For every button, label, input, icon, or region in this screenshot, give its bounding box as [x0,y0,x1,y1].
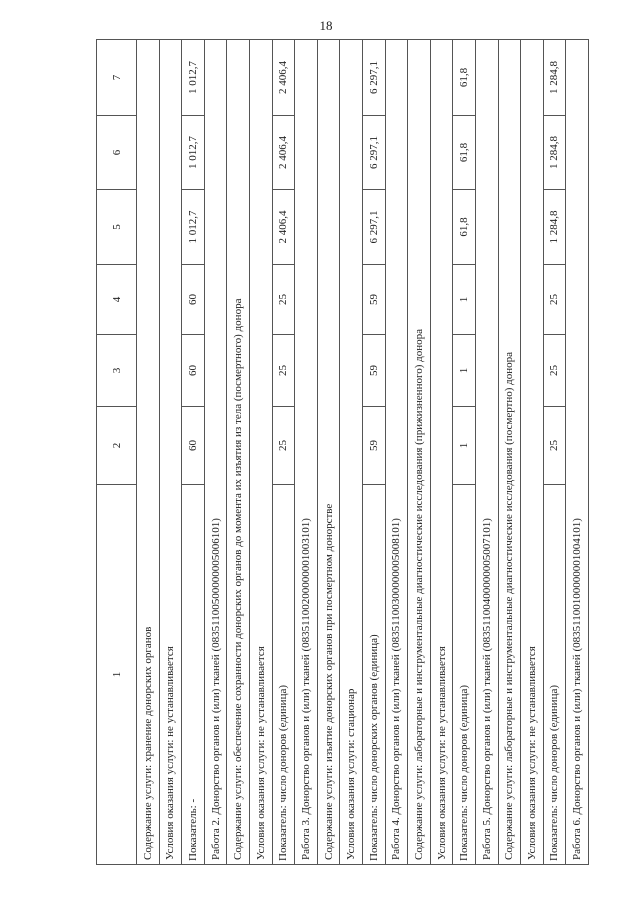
table-row [182,40,205,865]
value-cell: 1 012,7 [182,40,205,116]
value-cell: 2 406,4 [272,190,295,265]
section-text: Содержание услуги: лабораторные и инструментальные диагностические исследования (прижизненного) донора [408,40,431,865]
page-number: 18 [319,18,333,33]
value-cell: 61,8 [453,190,476,265]
value-cell: 60 [182,265,205,335]
value-cell: 6 297,1 [362,116,385,190]
value-cell: 1 284,8 [543,40,566,116]
header-cell-6: 6 [97,116,137,190]
value-cell: 1 [453,407,476,485]
section-text: Условия оказания услуги: не устанавливается [430,40,453,865]
value-cell: 60 [182,335,205,407]
section-row [317,40,340,865]
value-cell: 1 012,7 [182,116,205,190]
value-cell: 6 297,1 [362,40,385,116]
header-cell-2: 2 [97,407,137,485]
value-cell: 2 406,4 [272,40,295,116]
indicator-label: Показатель: число доноров (единица) [453,485,476,865]
value-cell: 1 [453,335,476,407]
table-row [543,40,566,865]
section-row [385,40,408,865]
table-row [272,40,295,865]
section-row [295,40,318,865]
section-row [566,40,589,865]
data-table [96,39,589,865]
value-cell: 61,8 [453,40,476,116]
section-text: Содержание услуги: лабораторные и инструментальные диагностические исследования (посмертно) донора [498,40,521,865]
value-cell: 60 [182,407,205,485]
section-row [137,40,160,865]
section-text: Условия оказания услуги: не устанавливается [249,40,272,865]
value-cell: 1 [453,265,476,335]
value-cell: 25 [543,265,566,335]
section-row [521,40,544,865]
header-cell-5: 5 [97,190,137,265]
value-cell: 2 406,4 [272,116,295,190]
value-cell: 6 297,1 [362,190,385,265]
section-row [249,40,272,865]
header-cell-7: 7 [97,40,137,116]
section-row [340,40,363,865]
header-cell-4: 4 [97,265,137,335]
table-row [453,40,476,865]
section-row [498,40,521,865]
section-row [159,40,182,865]
section-text: Содержание услуги: изъятие донорских органов при посмертном донорстве [317,40,340,865]
value-cell: 61,8 [453,116,476,190]
section-row [430,40,453,865]
header-cell-1: 1 [97,485,137,865]
value-cell: 1 284,8 [543,116,566,190]
value-cell: 59 [362,407,385,485]
section-text: Условия оказания услуги: не устанавливается [521,40,544,865]
section-text: Работа 6. Донорство органов и (или) тканей (08351100100000001004101) [566,40,589,865]
section-row [204,40,227,865]
section-text: Работа 4. Донорство органов и (или) тканей (08351100300000005008101) [385,40,408,865]
section-text: Работа 2. Донорство органов и (или) тканей (08351100500000005006101) [204,40,227,865]
section-text: Работа 5. Донорство органов и (или) тканей (08351100400000005007101) [475,40,498,865]
header-cell-3: 3 [97,335,137,407]
value-cell: 25 [543,407,566,485]
indicator-label: Показатель: число доноров (единица) [272,485,295,865]
indicator-label: Показатель: число донорских органов (единица) [362,485,385,865]
value-cell: 25 [272,335,295,407]
section-row [408,40,431,865]
section-text: Содержание услуги: хранение донорских органов [137,40,160,865]
value-cell: 59 [362,265,385,335]
value-cell: 25 [272,265,295,335]
indicator-label: Показатель: - [182,485,205,865]
indicator-label: Показатель: число доноров (единица) [543,485,566,865]
section-text: Работа 3. Донорство органов и (или) тканей (08351100200000001003101) [295,40,318,865]
value-cell: 25 [272,407,295,485]
value-cell: 1 284,8 [543,190,566,265]
header-row [97,40,137,865]
value-cell: 25 [543,335,566,407]
value-cell: 1 012,7 [182,190,205,265]
section-text: Условия оказания услуги: стационар [340,40,363,865]
section-text: Условия оказания услуги: не устанавливается [159,40,182,865]
value-cell: 59 [362,335,385,407]
section-text: Содержание услуги: обеспечение сохранности донорских органов до момента их изъятия из тела (посмертного) донора [227,40,250,865]
rotated-table-container [96,40,589,865]
section-row [475,40,498,865]
section-row [227,40,250,865]
table-row [362,40,385,865]
